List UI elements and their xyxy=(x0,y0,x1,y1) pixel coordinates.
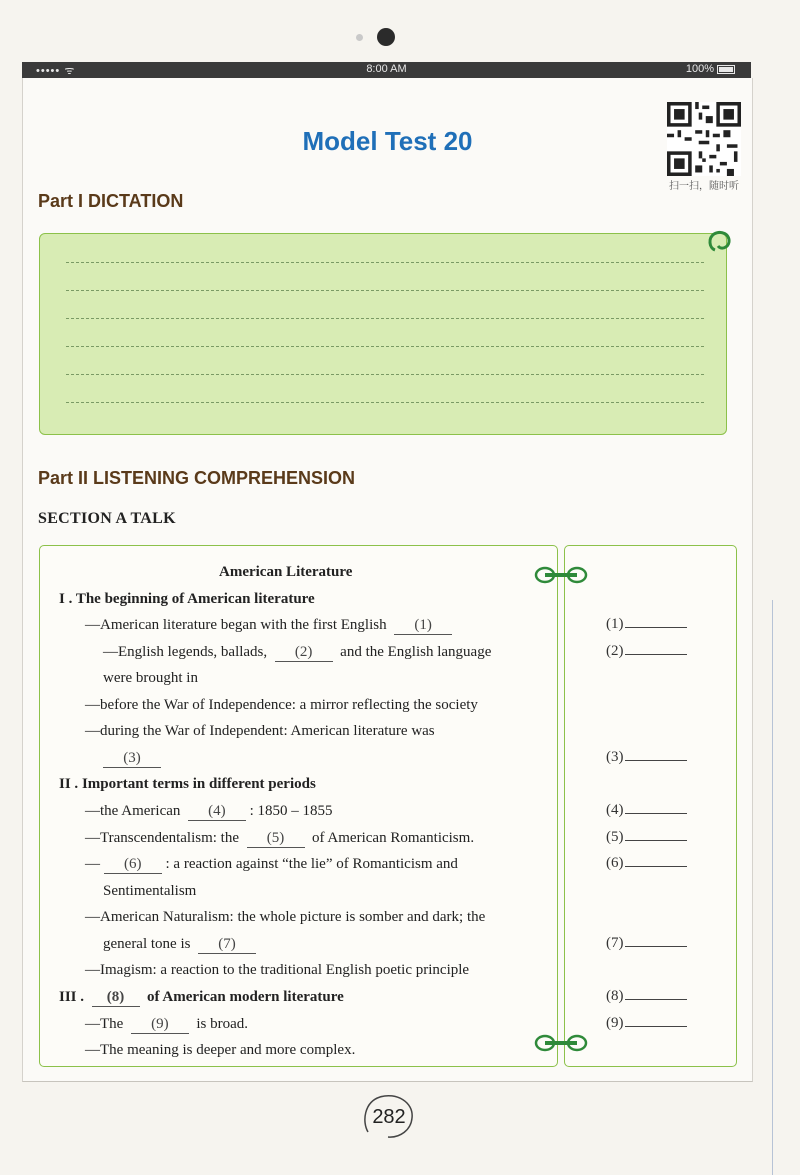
outline-line: —English legends, ballads, (2) and the English language xyxy=(103,644,492,660)
page-title: Model Test 20 xyxy=(302,126,473,156)
battery-icon xyxy=(717,65,735,74)
qr-code-icon[interactable] xyxy=(667,102,741,176)
blank-2: (2) xyxy=(275,643,333,662)
dictation-line xyxy=(66,402,704,403)
section-a-heading: SECTION A TALK xyxy=(38,510,176,527)
answer-slot[interactable]: (4) xyxy=(606,802,687,819)
battery-indicator: 100% xyxy=(686,63,735,75)
dictation-area[interactable] xyxy=(39,233,727,435)
outline-line: Sentimentalism xyxy=(103,883,197,899)
outline-line: general tone is (7) xyxy=(103,935,256,954)
status-bar xyxy=(22,62,751,78)
qr-caption: 扫一扫，随时听 xyxy=(669,181,739,192)
binder-ring-icon xyxy=(533,1033,589,1053)
section-3-title: III . (8) of American modern literature xyxy=(59,989,344,1005)
dictation-line xyxy=(66,374,704,375)
blank-9: (9) xyxy=(131,1015,189,1034)
answer-slot[interactable]: (8) xyxy=(606,988,687,1005)
outline-line: —The (9) is broad. xyxy=(85,1016,248,1032)
blank-4: (4) xyxy=(188,802,246,821)
answer-slot[interactable]: (3) xyxy=(606,749,687,766)
page-edge xyxy=(772,600,773,1175)
dictation-line xyxy=(66,346,704,347)
camera-lens xyxy=(377,28,395,46)
outline-line: —The meaning is deeper and more complex. xyxy=(85,1042,356,1058)
outline-line: —during the War of Independent: American literature was xyxy=(85,723,435,739)
blank-3: (3) xyxy=(103,749,161,768)
part-2-heading: Part II LISTENING COMPREHENSION xyxy=(38,468,356,488)
clock: 8:00 AM xyxy=(366,63,407,75)
blank-1: (1) xyxy=(394,616,452,635)
blank-8: (8) xyxy=(92,988,140,1007)
dictation-line xyxy=(66,262,704,263)
outline-line: —American literature began with the first English (1) xyxy=(85,616,452,635)
answer-slot[interactable]: (2) xyxy=(606,643,687,660)
outline-heading: American Literature xyxy=(219,564,353,580)
answer-slot[interactable]: (9) xyxy=(606,1015,687,1032)
outline-line: —Transcendentalism: the (5) of American Romanticism. xyxy=(85,830,475,846)
dictation-line xyxy=(66,318,704,319)
outline-line: — (6) : a reaction against “the lie” of Romanticism and xyxy=(85,856,458,872)
signal-icon: ••••• ᯤ xyxy=(36,65,76,77)
part-1-heading: Part I DICTATION xyxy=(38,191,184,211)
outline-line: —Imagism: a reaction to the traditional English poetic principle xyxy=(85,962,470,978)
page-number: 282 xyxy=(372,1106,406,1128)
outline-line xyxy=(103,749,161,768)
answer-slot[interactable]: (6) xyxy=(606,855,687,872)
blank-6: (6) xyxy=(104,855,162,874)
section-2-title: II . Important terms in different periods xyxy=(59,776,316,792)
outline-line: —before the War of Independence: a mirror reflecting the society xyxy=(85,697,478,713)
page-content xyxy=(22,78,753,1082)
outline-line: —American Naturalism: the whole picture is somber and dark; the xyxy=(85,909,486,925)
dictation-line xyxy=(66,290,704,291)
answer-slot[interactable]: (7) xyxy=(606,935,687,952)
wifi-icon: ᯤ xyxy=(64,65,76,77)
answer-slot[interactable]: (1) xyxy=(606,616,687,633)
outline-line: were brought in xyxy=(103,670,198,686)
outline-line: —the American (4) : 1850 – 1855 xyxy=(85,803,333,819)
spiral-icon xyxy=(705,228,735,256)
binder-ring-icon xyxy=(533,565,589,585)
answer-slot[interactable]: (5) xyxy=(606,829,687,846)
blank-5: (5) xyxy=(247,829,305,848)
device-camera xyxy=(0,26,800,46)
section-1-title: I . The beginning of American literature xyxy=(59,591,315,607)
blank-7: (7) xyxy=(198,935,256,954)
sensor-dot xyxy=(356,34,363,41)
